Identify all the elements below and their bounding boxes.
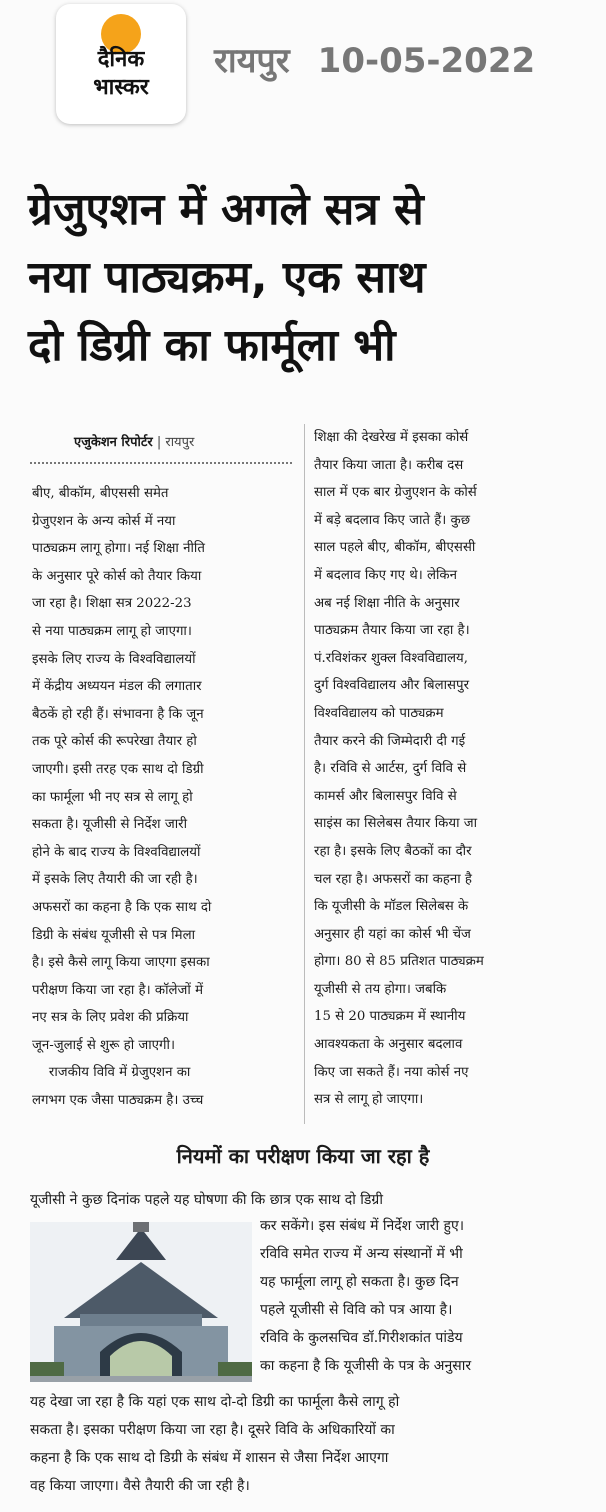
body-line: तैयार करने की जिम्मेदारी दी गई bbox=[314, 733, 466, 749]
body-line: बैठकें हो रही हैं। संभावना है कि जून bbox=[32, 706, 204, 722]
university-gate-illustration bbox=[30, 1222, 252, 1382]
body-line: साइंस का सिलेबस तैयार किया जा bbox=[314, 816, 478, 832]
body-line: अनुसार ही यहां का कोर्स भी चेंज bbox=[314, 926, 471, 942]
box-line: वह किया जाएगा। वैसे तैयारी की जा रही है। bbox=[30, 1478, 250, 1494]
box-line: कहना है कि एक साथ दो डिग्री के संबंध में शासन से जैसा निर्देश आएगा bbox=[30, 1450, 389, 1466]
box-line: रविवि के कुलसचिव डॉ.गिरीशकांत पांडेय bbox=[260, 1330, 463, 1346]
byline-separator: | bbox=[152, 435, 166, 450]
body-line: कि यूजीसी के मॉडल सिलेबस के bbox=[314, 899, 469, 915]
body-line: है। इसे कैसे लागू किया जाएगा इसका bbox=[32, 955, 210, 971]
body-line: जून-जुलाई से शुरू हो जाएगी। bbox=[32, 1037, 175, 1053]
body-line: में बड़े बदलाव किए जाते हैं। कुछ bbox=[314, 512, 471, 528]
body-line: रहा है। इसके लिए बैठकों का दौर bbox=[314, 843, 472, 859]
headline-line: ग्रेजुएशन में अगले सत्र से bbox=[28, 184, 424, 235]
body-line: तक पूरे कोर्स की रूपरेखा तैयार हो bbox=[32, 734, 197, 750]
body-line: से नया पाठ्यक्रम लागू हो जाएगा। bbox=[32, 623, 192, 639]
body-line: किए जा सकते हैं। नया कोर्स नए bbox=[314, 1064, 469, 1080]
box-right-text bbox=[260, 1212, 590, 1380]
body-line: जा रहा है। शिक्षा सत्र 2022-23 bbox=[32, 596, 192, 612]
body-line: पाठ्यक्रम तैयार किया जा रहा है। bbox=[314, 623, 470, 639]
body-line: होने के बाद राज्य के विश्वविद्यालयों bbox=[32, 844, 201, 860]
body-line: साल पहले बीए, बीकॉम, बीएससी bbox=[314, 540, 476, 556]
body-line: नए सत्र के लिए प्रवेश की प्रक्रिया bbox=[32, 1010, 189, 1026]
box-bottom-text bbox=[30, 1388, 590, 1500]
byline bbox=[74, 432, 194, 450]
body-line: में केंद्रीय अध्ययन मंडल की लगातार bbox=[32, 679, 202, 695]
body-line: शिक्षा की देखरेख में इसका कोर्स bbox=[314, 430, 469, 445]
body-line: अफसरों का कहना है कि एक साथ दो bbox=[32, 899, 212, 915]
body-line: होगा। 80 से 85 प्रतिशत पाठ्यक्रम bbox=[314, 954, 484, 970]
box-line: यह देखा जा रहा है कि यहां एक साथ दो-दो डिग्री का फार्मूला कैसे लागू हो bbox=[30, 1394, 400, 1410]
body-line: चल रहा है। अफसरों का कहना है bbox=[314, 871, 472, 887]
headline-line: नया पाठ्यक्रम, एक साथ bbox=[28, 252, 426, 303]
body-line: पाठ्यक्रम लागू होगा। नई शिक्षा नीति bbox=[32, 541, 205, 557]
body-line: इसके लिए राज्य के विश्वविद्यालयों bbox=[32, 651, 196, 667]
body-line: यूजीसी से तय होगा। जबकि bbox=[314, 981, 447, 997]
body-line: में बदलाव किए गए थे। लेकिन bbox=[314, 567, 458, 583]
body-line: ग्रेजुएशन के अन्य कोर्स में नया bbox=[32, 513, 176, 529]
body-line: जाएगी। इसी तरह एक साथ दो डिग्री bbox=[32, 761, 204, 777]
body-line: पं.रविशंकर शुक्ल विश्वविद्यालय, bbox=[314, 650, 468, 666]
article-headline bbox=[28, 176, 588, 380]
byline-reporter: एजुकेशन रिपोर्टर bbox=[74, 435, 153, 450]
box-subheading: नियमों का परीक्षण किया जा रहा है bbox=[176, 1144, 430, 1168]
dainik-bhaskar-logo bbox=[56, 4, 186, 124]
body-line: दुर्ग विश्वविद्यालय और बिलासपुर bbox=[314, 678, 470, 694]
box-line: कर सकेंगे। इस संबंध में निर्देश जारी हुए। bbox=[260, 1218, 465, 1234]
university-building-photo bbox=[30, 1222, 252, 1382]
headline-line: दो डिग्री का फार्मूला भी bbox=[28, 320, 396, 371]
body-line: परीक्षण किया जा रहा है। कॉलेजों में bbox=[32, 982, 204, 998]
body-line: कामर्स और बिलासपुर विवि से bbox=[314, 788, 457, 804]
article-column-2 bbox=[314, 424, 586, 1114]
body-line: तैयार किया जाता है। करीब दस bbox=[314, 457, 464, 473]
body-line: 15 से 20 पाठ्यक्रम में स्थानीय bbox=[314, 1009, 466, 1025]
body-line: साल में एक बार ग्रेजुएशन के कोर्स bbox=[314, 485, 477, 501]
box-line: का कहना है कि यूजीसी के पत्र के अनुसार bbox=[260, 1358, 472, 1374]
body-line: है। रविवि से आर्टस, दुर्ग विवि से bbox=[314, 761, 467, 777]
body-line: लगभग एक जैसा पाठ्यक्रम है। उच्च bbox=[32, 1093, 204, 1109]
box-line: पहले यूजीसी से विवि को पत्र आया है। bbox=[260, 1302, 453, 1318]
box-first-line bbox=[30, 1186, 580, 1214]
dateline bbox=[214, 36, 535, 82]
logo-line1: दैनिक bbox=[97, 47, 145, 72]
dateline-date: 10-05-2022 bbox=[317, 41, 536, 81]
box-line: रविवि समेत राज्य में अन्य संस्थानों में भी bbox=[260, 1246, 463, 1262]
body-line: सत्र से लागू हो जाएगा। bbox=[314, 1092, 424, 1108]
body-line: बीए, बीकॉम, बीएससी समेत bbox=[32, 486, 169, 501]
box-line: यह फार्मूला लागू हो सकता है। कुछ दिन bbox=[260, 1274, 459, 1290]
body-line: विश्वविद्यालय को पाठ्यक्रम bbox=[314, 705, 444, 721]
body-line: के अनुसार पूरे कोर्स को तैयार किया bbox=[32, 568, 202, 584]
body-line: आवश्यकता के अनुसार बदलाव bbox=[314, 1037, 463, 1053]
body-line: अब नई शिक्षा नीति के अनुसार bbox=[314, 595, 460, 611]
body-line: डिग्री के संबंध यूजीसी से पत्र मिला bbox=[32, 927, 196, 943]
byline-location: रायपुर bbox=[165, 435, 195, 450]
body-line: राजकीय विवि में ग्रेजुएशन का bbox=[32, 1065, 191, 1081]
box-line: सकता है। इसका परीक्षण किया जा रहा है। दूसरे विवि के अधिकारियों का bbox=[30, 1422, 395, 1438]
article-column-1 bbox=[32, 480, 296, 1115]
body-line: का फार्मूला भी नए सत्र से लागू हो bbox=[32, 789, 193, 805]
logo-line2: भास्कर bbox=[93, 75, 149, 100]
body-line: सकता है। यूजीसी से निर्देश जारी bbox=[32, 817, 188, 833]
byline-divider bbox=[30, 462, 292, 464]
box-line: यूजीसी ने कुछ दिनांक पहले यह घोषणा की कि छात्र एक साथ दो डिग्री bbox=[30, 1192, 383, 1208]
column-divider bbox=[304, 424, 305, 1124]
dateline-city: रायपुर bbox=[214, 41, 290, 81]
body-line: में इसके लिए तैयारी की जा रही है। bbox=[32, 872, 198, 888]
